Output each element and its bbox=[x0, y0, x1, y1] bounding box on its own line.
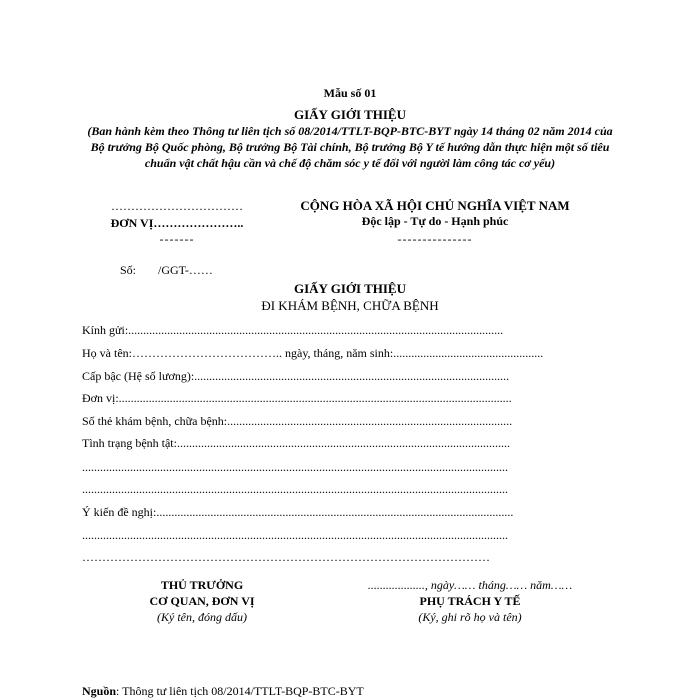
signature-right-note: (Ký, ghi rõ họ và tên) bbox=[418, 610, 522, 624]
unit-name-dots: …………………………… bbox=[111, 199, 243, 213]
source-note bbox=[82, 684, 364, 698]
issuance-note: (Ban hành kèm theo Thông tư liên tịch số 08/2014/TTLT-BQP-BTC-BYT ngày 14 tháng 02 năm 2014 của Bộ trưởng Bộ Quốc phòng, Bộ trưởng Bộ Tài chính, Bộ trưởng Bộ Y tế hướng dẫn thực hiện một số tiêu chuẩn vật chất hậu cần và chế độ chăm sóc y tế đối với người làm công tác cơ yếu) bbox=[87, 124, 613, 170]
blank-line: .............................................................................................................................................. bbox=[82, 482, 508, 496]
document-number-label: Số: bbox=[120, 263, 137, 277]
source-label: Nguồn bbox=[82, 684, 117, 698]
signature-left-title: THỦ TRƯỞNG bbox=[160, 578, 244, 592]
signature-left-note: (Ký tên, đóng dấu) bbox=[157, 610, 247, 624]
main-subtitle: ĐI KHÁM BỆNH, CHỮA BỆNH bbox=[261, 298, 439, 313]
source-text: : Thông tư liên tịch 08/2014/TTLT-BQP-BTC-BYT bbox=[116, 684, 364, 698]
unit-underline: ------- bbox=[159, 232, 195, 246]
signature-left-org: CƠ QUAN, ĐƠN VỊ bbox=[149, 594, 255, 608]
document-title: GIẤY GIỚI THIỆU bbox=[294, 107, 406, 122]
blank-line: .............................................................................................................................................. bbox=[82, 460, 508, 474]
field-health-card-number: Số thẻ khám bệnh, chữa bệnh:............................................................................................... bbox=[82, 414, 513, 428]
blank-line: ………………………………………………………………………………………… bbox=[82, 550, 490, 564]
national-motto: Độc lập - Tự do - Hạnh phúc bbox=[361, 214, 509, 228]
field-health-condition: Tình trạng bệnh tật:............................................................................................................... bbox=[82, 436, 510, 450]
field-full-name-dob: Họ và tên:……………………………….. ngày, tháng, năm sinh:.................................................. bbox=[82, 346, 544, 360]
unit-label: ĐƠN VỊ………………….. bbox=[110, 216, 244, 230]
field-rank-salary: Cấp bậc (Hệ số lương):......................................................................................................... bbox=[82, 369, 510, 383]
form-code: Mẫu số 01 bbox=[323, 86, 377, 100]
field-recipient: Kính gửi:............................................................................................................................. bbox=[82, 323, 504, 337]
main-title: GIẤY GIỚI THIỆU bbox=[294, 281, 406, 296]
nation-name: CỘNG HÒA XÃ HỘI CHỦ NGHĨA VIỆT NAM bbox=[300, 198, 570, 213]
motto-underline: --------------- bbox=[397, 232, 473, 246]
blank-line: .............................................................................................................................................. bbox=[82, 528, 508, 542]
document-number-value: /GGT-…… bbox=[158, 263, 213, 277]
field-unit: Đơn vị:................................................................................................................................... bbox=[82, 391, 512, 405]
field-recommendation: Ý kiến đề nghị:....................................................................................................................... bbox=[82, 505, 514, 519]
signature-right-title: PHỤ TRÁCH Y TẾ bbox=[419, 594, 521, 608]
signature-date: ..................., ngày…… tháng…… năm…… bbox=[367, 578, 573, 592]
document-number bbox=[120, 263, 213, 277]
